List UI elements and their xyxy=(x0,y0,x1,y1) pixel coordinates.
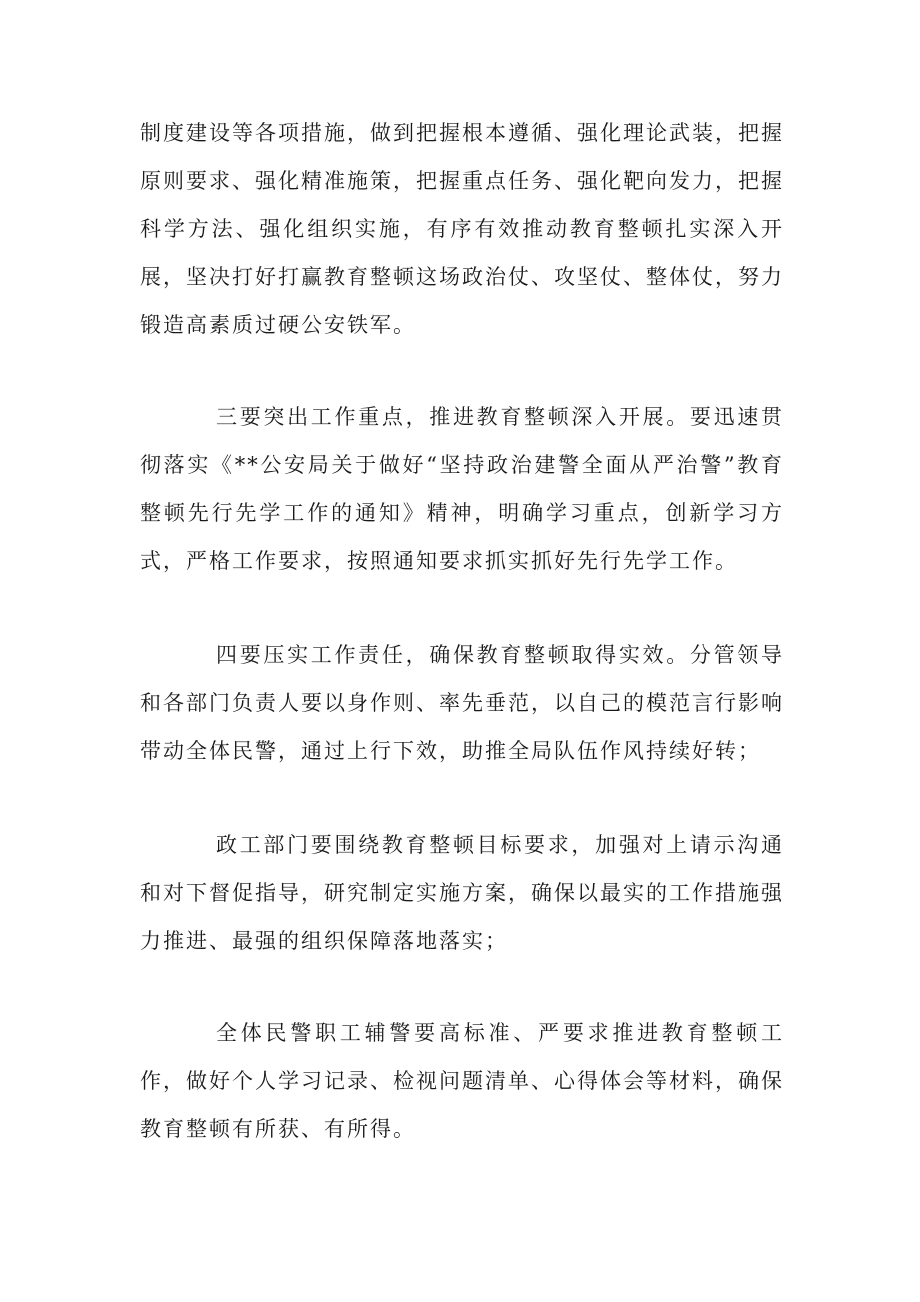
paragraph-continuation: 制度建设等各项措施，做到把握根本遵循、强化理论武装，把握原则要求、强化精准施策，把握重点任务、强化靶向发力，把握科学方法、强化组织实施，有序有效推动教育整顿扎实深入开展，坚决打好打赢教育整顿这场政治仗、攻坚仗、整体仗，努力锻造高素质过硬公安铁军。 xyxy=(140,121,784,337)
paragraph-point-three: 三要突出工作重点，推进教育整顿深入开展。要迅速贯彻落实《**公安局关于做好“坚持政治建警全面从严治警”教育整顿先行先学工作的通知》精神，明确学习重点，创新学习方式，严格工作要求，按照通知要求抓实抓好先行先学工作。 xyxy=(140,405,784,573)
paragraph-point-four: 四要压实工作责任，确保教育整顿取得实效。分管领导和各部门负责人要以身作则、率先垂范，以自己的模范言行影响带动全体民警，通过上行下效，助推全局队伍作风持续好转； xyxy=(140,643,784,763)
paragraph-political-work-dept: 政工部门要围绕教育整顿目标要求，加强对上请示沟通和对下督促指导，研究制定实施方案，确保以最实的工作措施强力推进、最强的组织保障落地落实； xyxy=(140,833,784,953)
paragraph-all-police: 全体民警职工辅警要高标准、严要求推进教育整顿工作，做好个人学习记录、检视问题清单、心得体会等材料，确保教育整顿有所获、有所得。 xyxy=(140,1021,784,1141)
